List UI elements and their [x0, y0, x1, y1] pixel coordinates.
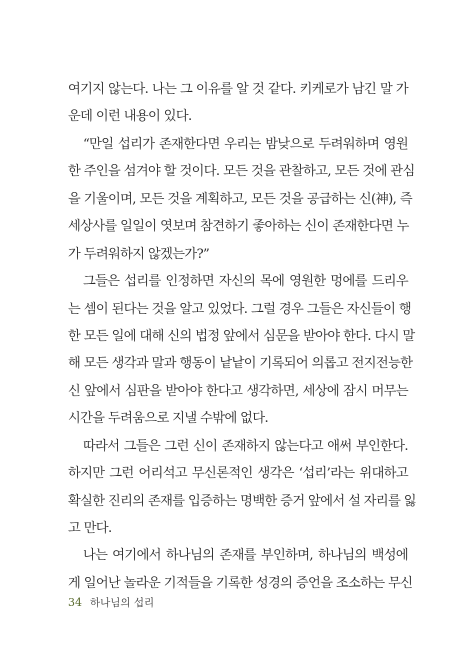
page-footer — [68, 595, 154, 610]
text-line: 가 두려워하지 않겠는가?” — [68, 246, 210, 262]
text-line: 여기지 않는다. 나는 그 이유를 알 것 같다. 키케로가 남긴 말 가 — [68, 82, 408, 97]
text-line: 나는 여기에서 하나님의 존재를 부인하며, 하나님의 백성에 — [83, 548, 408, 564]
text-line: “만일 섭리가 존재한다면 우리는 밤낮으로 두려워하며 영원 — [83, 136, 408, 152]
page-number: 34 — [68, 596, 82, 609]
text-line: 는 셈이 된다는 것을 알고 있었다. 그럴 경우 그들은 자신들이 행 — [68, 301, 411, 317]
text-line: 고 만다. — [68, 521, 112, 536]
text-line: 신 앞에서 심판을 받아야 한다고 생각하면, 세상에 잠시 머무는 — [68, 383, 408, 399]
text-line: 세상사를 일일이 엿보며 참견하기 좋아하는 신이 존재한다면 누 — [68, 219, 409, 235]
text-line: 그들은 섭리를 인정하면 자신의 목에 영원한 멍에를 드리우 — [83, 274, 408, 290]
text-line: 따라서 그들은 그런 신이 존재하지 않는다고 애써 부인한다. — [83, 438, 408, 454]
text-line: 시간을 두려움으로 지낼 수밖에 없다. — [68, 411, 269, 427]
text-line: 하지만 그런 어리석고 무신론적인 생각은 ‘섭리’라는 위대하고 — [68, 466, 408, 482]
text-line: 을 기울이며, 모든 것을 계획하고, 모든 것을 공급하는 신(神), 즉 — [68, 191, 412, 207]
body-text — [68, 76, 416, 597]
text-line: 확실한 진리의 존재를 입증하는 명백한 증거 앞에서 설 자리를 잃 — [68, 493, 416, 509]
text-line: 운데 이런 내용이 있다. — [68, 109, 192, 125]
running-title: 하나님의 섭리 — [90, 597, 155, 609]
text-line: 한 주인을 섬겨야 할 것이다. 모든 것을 관찰하고, 모든 것에 관심 — [68, 164, 415, 180]
text-line: 게 일어난 놀라운 기적들을 기록한 성경의 증언을 조소하는 무신 — [68, 575, 413, 591]
text-line: 한 모든 일에 대해 신의 법정 앞에서 심문을 받아야 한다. 다시 말 — [68, 328, 415, 344]
text-line: 해 모든 생각과 말과 행동이 낱낱이 기록되어 의롭고 전지전능한 — [68, 356, 413, 372]
